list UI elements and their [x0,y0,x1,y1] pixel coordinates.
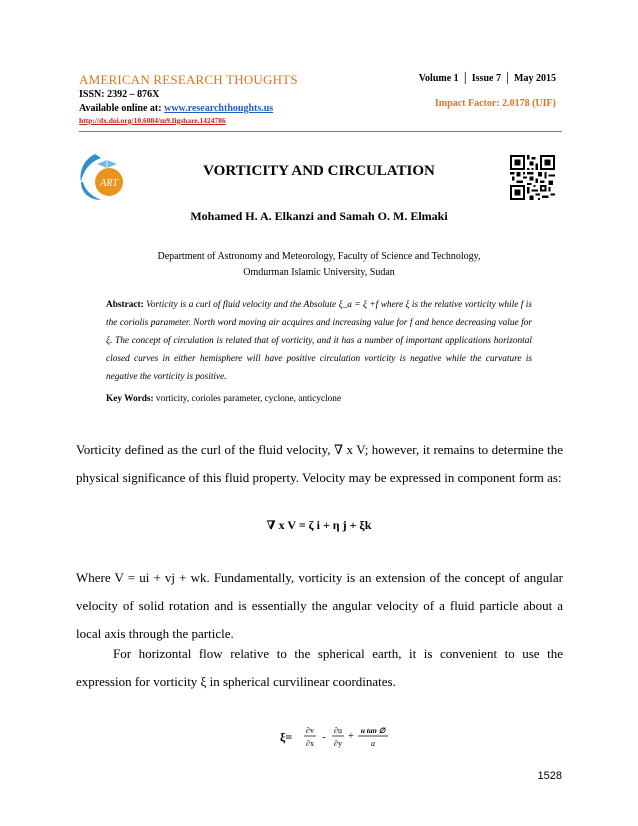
page-number: 1528 [537,770,562,782]
eq-term2-num: ∂u [334,726,342,735]
issue: Issue 7 [471,73,501,84]
eq-term1-den: ∂x [306,739,314,748]
journal-name: AMERICAN RESEARCH THOUGHTS [79,72,298,87]
separator: │ [461,73,469,84]
website-link[interactable]: www.researchthoughts.us [164,103,274,114]
keywords-label: Key Words: [106,394,154,404]
equation-curl: ∇ x V = ζ i + η j + ξk [266,518,372,532]
keywords-text: vorticity, corioles parameter, cyclone, anticyclone [153,394,342,404]
affiliation [0,249,638,281]
abstract-text: Vorticity is a curl of fluid velocity and the Absolute ξ_a = ξ +f where ξ is the relative vorticity while f is the coriolis parameter. North word moving air acquires and increasing value for f and hence decreasing value for ξ. The concept of circulation is related that of vorticity, and it has a number of important applications horizontal closed curves in either hemisphere will have positive circulation vorticity is negative while the curvature is negative the vorticity is positive. [106,300,532,382]
header-divider [79,131,562,132]
issn: ISSN: 2392 – 876X [79,89,160,100]
body-paragraph-3: For horizontal flow relative to the spherical earth, it is convenient to use the expression for vorticity ξ in spherical curvilinear coordinates. [76,646,563,689]
available-label: Available online at: [79,103,165,114]
eq-plus: + [348,731,354,742]
volume-issue-date [419,73,556,84]
date: May 2015 [514,73,556,84]
eq-minus: - [322,732,326,743]
body-paragraph-2: Where V = ui + vj + wk. Fundamentally, vorticity is an extension of the concept of angular velocity of solid rotation and is essentially the angular velocity of a fluid particle about a local axis through the particle. [76,570,563,641]
keywords [106,394,341,404]
eq-term3-den: a [371,739,375,748]
available-online [79,103,273,114]
affiliation-line-2: Omdurman Islamic University, Sudan [243,267,395,278]
body-paragraph-1: Vorticity defined as the curl of the fluid velocity, ∇ x V; however, it remains to determine the physical significance of this fluid property. Velocity may be expressed in component form as: [76,442,563,485]
abstract-label: Abstract: [106,300,144,310]
volume: Volume 1 [418,73,459,84]
authors: Mohamed H. A. Elkanzi and Samah O. M. Elmaki [190,209,448,223]
logo-text: ART [100,178,118,189]
paper-title: VORTICITY AND CIRCULATION [203,163,435,179]
eq-term3-num: u tan ∅ [360,726,386,735]
eq-lhs: ξ= [280,730,293,744]
eq-term1-num: ∂v [306,726,314,735]
separator: │ [503,73,512,84]
impact-factor: Impact Factor: 2.0178 (UIF) [434,98,556,109]
abstract [106,296,532,386]
eq-term2-den: ∂y [334,739,342,748]
equation-vorticity [280,722,400,752]
affiliation-line-1: Department of Astronomy and Meteorology, Faculty of Science and Technology, [157,251,481,262]
doi-link[interactable]: http://dx.doi.org/10.6084/m9.figshare.1424786 [79,116,226,125]
